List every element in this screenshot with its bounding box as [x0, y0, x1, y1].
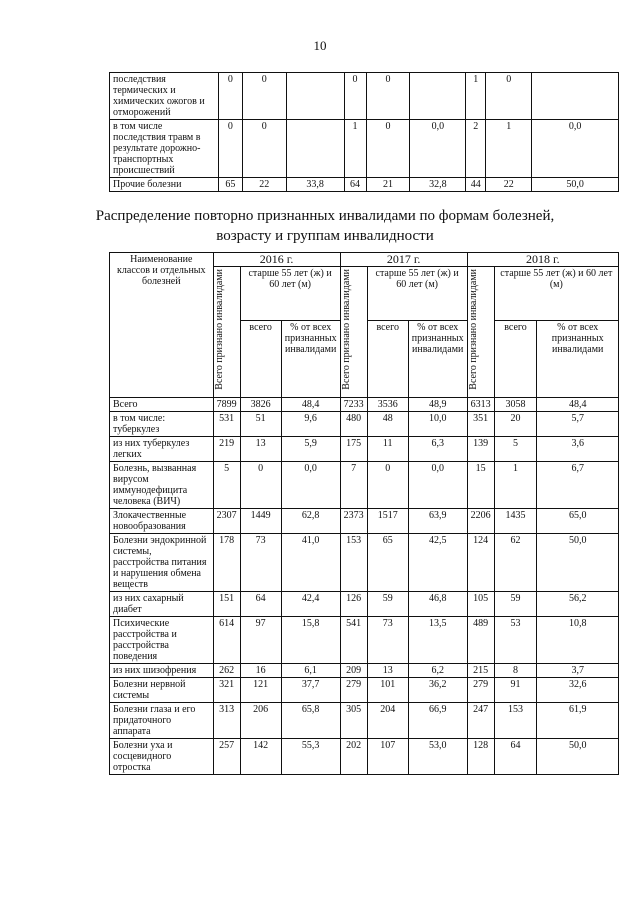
table-cell: 61,9 — [537, 703, 619, 739]
table-cell: 321 — [213, 678, 240, 703]
table-cell: 0,0 — [281, 462, 340, 509]
table-cell: 15,8 — [281, 617, 340, 664]
table-cell: 139 — [467, 437, 494, 462]
table-cell: 202 — [340, 739, 367, 775]
table-cell: 16 — [240, 664, 281, 678]
table-cell: 42,5 — [408, 534, 467, 592]
table-cell: 50,0 — [537, 739, 619, 775]
table-cell: 73 — [240, 534, 281, 592]
table-cell: 0 — [367, 462, 408, 509]
table-row — [110, 412, 619, 437]
row-name: Всего — [110, 398, 214, 412]
table-cell: 0 — [218, 73, 242, 120]
table-cell: 48 — [367, 412, 408, 437]
table-cell: 209 — [340, 664, 367, 678]
table-cell: 36,2 — [408, 678, 467, 703]
table-cell: 178 — [213, 534, 240, 592]
header-year-2016: 2016 г. — [213, 253, 340, 267]
table-cell: 6,1 — [281, 664, 340, 678]
table-cell — [532, 73, 619, 120]
header-all-2016: всего — [240, 320, 281, 397]
table-row — [110, 617, 619, 664]
table-cell: 126 — [340, 592, 367, 617]
table-cell: 9,6 — [281, 412, 340, 437]
table-cell: 13,5 — [408, 617, 467, 664]
table-cell: 73 — [367, 617, 408, 664]
table-cell: 3,6 — [537, 437, 619, 462]
table-cell: 66,9 — [408, 703, 467, 739]
table-cell: 50,0 — [537, 534, 619, 592]
table-cell: 1449 — [240, 509, 281, 534]
table-cell: 22 — [486, 178, 532, 192]
table-cell: 0 — [242, 120, 286, 178]
row-name: Болезнь, вызванная вирусом иммунодефицита человека (ВИЧ) — [110, 462, 214, 509]
table-cell: 11 — [367, 437, 408, 462]
table-cell: 33,8 — [286, 178, 344, 192]
table-cell: 21 — [366, 178, 410, 192]
table-cell: 262 — [213, 664, 240, 678]
row-name: из них шизофрения — [110, 664, 214, 678]
table-row — [110, 678, 619, 703]
table-cell: 62 — [494, 534, 537, 592]
table-cell: 2 — [466, 120, 486, 178]
table-cell: 0 — [366, 120, 410, 178]
table-cell: 41,0 — [281, 534, 340, 592]
table-cell: 20 — [494, 412, 537, 437]
table-cell: 64 — [494, 739, 537, 775]
header-total-2017: Всего признано инвалидами — [340, 267, 367, 398]
table-cell: 6,7 — [537, 462, 619, 509]
row-name: в том числе: туберкулез — [110, 412, 214, 437]
table-cell: 0,0 — [408, 462, 467, 509]
table-cell: 65,8 — [281, 703, 340, 739]
header-name-column: Наименование классов и отдельных болезней — [110, 253, 214, 398]
header-pct-2018: % от всех признанных инвалидами — [537, 320, 619, 397]
table-cell: 7 — [340, 462, 367, 509]
header-year-2017: 2017 г. — [340, 253, 467, 267]
table-cell: 65 — [367, 534, 408, 592]
header-total-2016: Всего признано инвалидами — [213, 267, 240, 398]
table-cell: 63,9 — [408, 509, 467, 534]
table-row — [110, 398, 619, 412]
table-cell: 13 — [240, 437, 281, 462]
header-all-2017: всего — [367, 320, 408, 397]
table-cell: 6,2 — [408, 664, 467, 678]
table-cell: 62,8 — [281, 509, 340, 534]
table-cell: 489 — [467, 617, 494, 664]
table-cell: 97 — [240, 617, 281, 664]
table-cell: 5,9 — [281, 437, 340, 462]
table-cell: 279 — [467, 678, 494, 703]
table-cell: 247 — [467, 703, 494, 739]
table-cell: 51 — [240, 412, 281, 437]
table-cell: 351 — [467, 412, 494, 437]
table-cell: 1 — [494, 462, 537, 509]
table-cell: 153 — [340, 534, 367, 592]
header-older-2017: старше 55 лет (ж) и 60 лет (м) — [367, 267, 467, 321]
table-cell: 1517 — [367, 509, 408, 534]
table-cell: 0,0 — [410, 120, 466, 178]
table-cell: 0 — [344, 73, 366, 120]
table-cell: 206 — [240, 703, 281, 739]
table-cell: 46,8 — [408, 592, 467, 617]
table-cell: 53,0 — [408, 739, 467, 775]
table-cell: 64 — [240, 592, 281, 617]
table-cell: 8 — [494, 664, 537, 678]
header-pct-2017: % от всех признанных инвалидами — [408, 320, 467, 397]
table-title: Распределение повторно признанных инвалидами по формам болезней, возрасту и группам инвалидности — [95, 208, 555, 244]
header-pct-2016: % от всех признанных инвалидами — [281, 320, 340, 397]
table-cell: 1 — [344, 120, 366, 178]
continued-disease-table — [109, 72, 619, 192]
table-cell: 0 — [218, 120, 242, 178]
row-name: из них сахарный диабет — [110, 592, 214, 617]
table-cell: 50,0 — [532, 178, 619, 192]
table-cell: 7233 — [340, 398, 367, 412]
table-cell: 0,0 — [532, 120, 619, 178]
table-cell: 219 — [213, 437, 240, 462]
row-name: Болезни нервной системы — [110, 678, 214, 703]
table-cell: 3,7 — [537, 664, 619, 678]
table-cell: 279 — [340, 678, 367, 703]
table-cell: 2206 — [467, 509, 494, 534]
table-cell: 101 — [367, 678, 408, 703]
table-cell: 13 — [367, 664, 408, 678]
table-cell: 5,7 — [537, 412, 619, 437]
row-name: последствия термических и химических ожогов и отморожений — [110, 73, 219, 120]
table-row — [110, 739, 619, 775]
header-total-2018: Всего признано инвалидами — [467, 267, 494, 398]
table-row — [110, 437, 619, 462]
table-cell: 55,3 — [281, 739, 340, 775]
table-cell: 0 — [240, 462, 281, 509]
table-cell: 151 — [213, 592, 240, 617]
table-row — [110, 534, 619, 592]
table-cell: 15 — [467, 462, 494, 509]
table-cell: 44 — [466, 178, 486, 192]
table-cell: 65,0 — [537, 509, 619, 534]
table-cell: 204 — [367, 703, 408, 739]
table-cell: 22 — [242, 178, 286, 192]
table-cell: 0 — [486, 73, 532, 120]
table-cell: 215 — [467, 664, 494, 678]
row-name: Болезни эндокринной системы, расстройства питания и нарушения обмена веществ — [110, 534, 214, 592]
table-cell: 1 — [486, 120, 532, 178]
table-cell: 32,8 — [410, 178, 466, 192]
table-cell: 53 — [494, 617, 537, 664]
table-cell: 56,2 — [537, 592, 619, 617]
table-row — [110, 592, 619, 617]
header-older-2018: старше 55 лет (ж) и 60 лет (м) — [494, 267, 618, 321]
row-name: Прочие болезни — [110, 178, 219, 192]
table-cell: 42,4 — [281, 592, 340, 617]
table-row — [110, 120, 619, 178]
table-cell: 107 — [367, 739, 408, 775]
table-cell: 0 — [242, 73, 286, 120]
row-name: Злокачественные новообразования — [110, 509, 214, 534]
table-cell: 614 — [213, 617, 240, 664]
table-cell: 59 — [494, 592, 537, 617]
table-cell: 0 — [366, 73, 410, 120]
header-older-2016: старше 55 лет (ж) и 60 лет (м) — [240, 267, 340, 321]
table-cell — [286, 120, 344, 178]
table-cell: 257 — [213, 739, 240, 775]
table-cell: 6,3 — [408, 437, 467, 462]
table-cell: 128 — [467, 739, 494, 775]
table-cell: 305 — [340, 703, 367, 739]
table-cell: 48,4 — [281, 398, 340, 412]
table-cell: 48,9 — [408, 398, 467, 412]
table-cell: 32,6 — [537, 678, 619, 703]
table-cell: 124 — [467, 534, 494, 592]
table-row — [110, 664, 619, 678]
table-cell: 3058 — [494, 398, 537, 412]
table-cell: 1 — [466, 73, 486, 120]
row-name: Болезни уха и сосцевидного отростка — [110, 739, 214, 775]
repeat-disability-table — [109, 252, 619, 775]
table-cell: 121 — [240, 678, 281, 703]
table-cell: 91 — [494, 678, 537, 703]
table-cell: 5 — [494, 437, 537, 462]
table-row — [110, 73, 619, 120]
table-cell: 64 — [344, 178, 366, 192]
row-name: в том числе последствия травм в результате дорожно-транспортных происшествий — [110, 120, 219, 178]
table-cell: 531 — [213, 412, 240, 437]
table-cell: 1435 — [494, 509, 537, 534]
page-number: 10 — [313, 38, 327, 53]
table-cell: 313 — [213, 703, 240, 739]
row-name: Болезни глаза и его придаточного аппарата — [110, 703, 214, 739]
table-cell: 105 — [467, 592, 494, 617]
table-cell: 59 — [367, 592, 408, 617]
table-cell: 3826 — [240, 398, 281, 412]
table-cell: 480 — [340, 412, 367, 437]
table-cell: 48,4 — [537, 398, 619, 412]
table-cell: 5 — [213, 462, 240, 509]
table-cell: 10,0 — [408, 412, 467, 437]
table-cell: 10,8 — [537, 617, 619, 664]
table-cell: 153 — [494, 703, 537, 739]
table-row — [110, 462, 619, 509]
table-cell: 37,7 — [281, 678, 340, 703]
table-cell: 541 — [340, 617, 367, 664]
table-cell: 175 — [340, 437, 367, 462]
row-name: Психические расстройства и расстройства поведения — [110, 617, 214, 664]
table-cell: 2373 — [340, 509, 367, 534]
row-name: из них туберкулез легких — [110, 437, 214, 462]
table-cell — [410, 73, 466, 120]
header-all-2018: всего — [494, 320, 537, 397]
table-row — [110, 178, 619, 192]
table-cell: 2307 — [213, 509, 240, 534]
table-row — [110, 703, 619, 739]
header-year-2018: 2018 г. — [467, 253, 618, 267]
table-cell: 142 — [240, 739, 281, 775]
table-row — [110, 509, 619, 534]
table-cell: 6313 — [467, 398, 494, 412]
table-cell: 3536 — [367, 398, 408, 412]
table-cell: 65 — [218, 178, 242, 192]
table-cell: 7899 — [213, 398, 240, 412]
table-cell — [286, 73, 344, 120]
